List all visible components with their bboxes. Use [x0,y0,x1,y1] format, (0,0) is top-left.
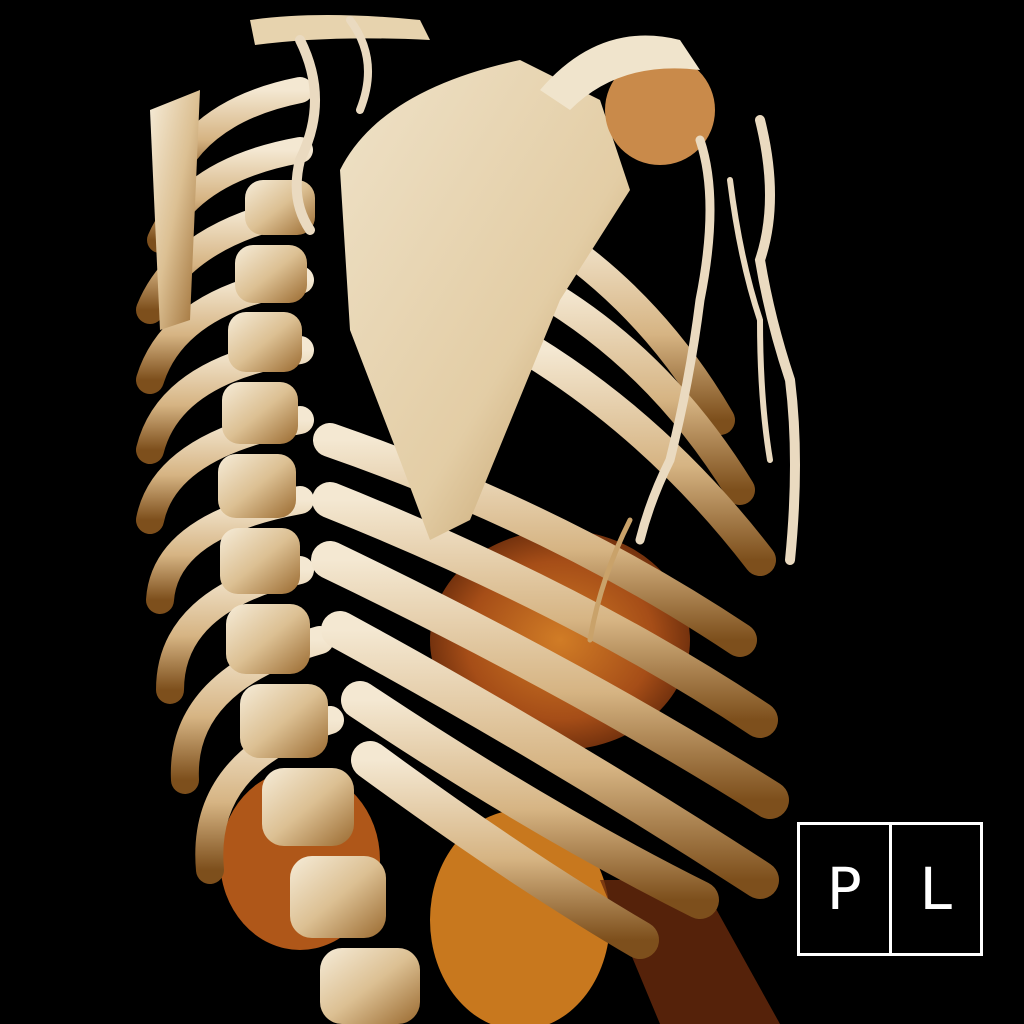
orientation-marker [797,822,983,956]
orientation-label-posterior: P [826,855,862,923]
clavicle [250,15,430,45]
orientation-label-left: L [889,825,981,953]
